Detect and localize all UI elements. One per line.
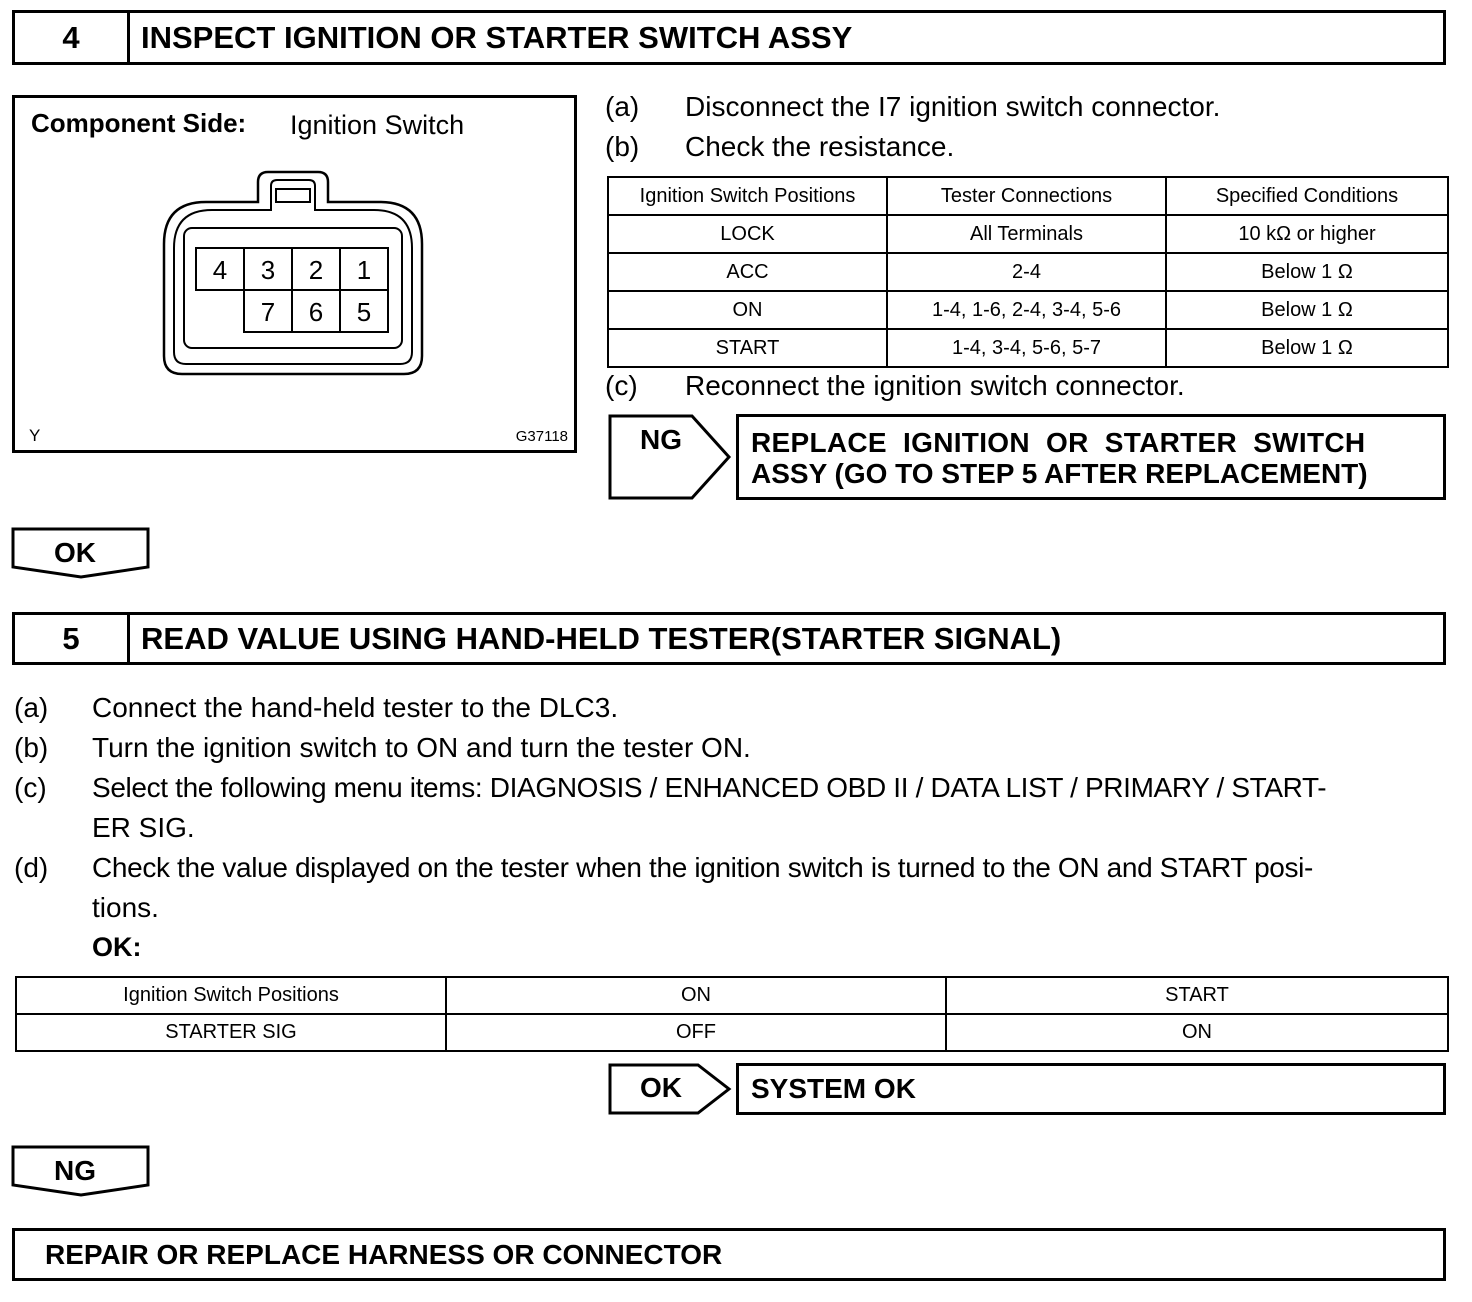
step5-instruction-c [14, 772, 1446, 846]
step4-instruction-a [605, 91, 1445, 125]
pin-label: 3 [260, 255, 276, 285]
table-cell: 2-4 [887, 253, 1166, 291]
step5-instruction-d [14, 852, 1446, 926]
instruction-text-continued: tions. [92, 892, 159, 923]
ng-result-line1: REPLACE IGNITION OR STARTER SWITCH [751, 427, 1366, 458]
table-cell: All Terminals [887, 215, 1166, 253]
table-cell: Below 1 Ω [1166, 329, 1448, 367]
instruction-label: (a) [14, 692, 49, 723]
table-row [608, 291, 1448, 329]
table-cell: Below 1 Ω [1166, 291, 1448, 329]
table-cell: Below 1 Ω [1166, 253, 1448, 291]
instruction-text: Turn the ignition switch to ON and turn the tester ON. [92, 732, 751, 763]
ng-arrow-label: NG [640, 424, 682, 455]
step4-instruction-c [605, 370, 1445, 404]
table-cell: STARTER SIG [16, 1014, 446, 1051]
connector-drawing [160, 168, 425, 378]
instruction-label: (a) [605, 91, 640, 122]
table-cell: ACC [608, 253, 887, 291]
instruction-text: Select the following menu items: DIAGNOSIS / ENHANCED OBD II / DATA LIST / PRIMARY / START- [92, 772, 1327, 803]
table-row [16, 1014, 1448, 1051]
step4-title: INSPECT IGNITION OR STARTER SWITCH ASSY [141, 19, 853, 55]
table-cell: ON [946, 1014, 1448, 1051]
table-header: ON [446, 977, 946, 1014]
component-side-label: Component Side: [31, 108, 247, 138]
pin-label: 5 [356, 297, 372, 327]
table-cell: LOCK [608, 215, 887, 253]
table-header: START [946, 977, 1448, 1014]
ng-result-line2: ASSY (GO TO STEP 5 AFTER REPLACEMENT) [751, 458, 1368, 489]
final-action-text: REPAIR OR REPLACE HARNESS OR CONNECTOR [45, 1239, 723, 1270]
step5-number: 5 [15, 615, 130, 662]
table-header: Specified Conditions [1166, 177, 1448, 215]
instruction-text-continued: ER SIG. [92, 812, 195, 843]
step5-instruction-a [14, 692, 1446, 726]
step5-header [12, 612, 1446, 665]
instruction-text: Check the resistance. [685, 131, 955, 162]
pin-label: 1 [356, 255, 372, 285]
table-cell: 1-4, 1-6, 2-4, 3-4, 5-6 [887, 291, 1166, 329]
table-row [608, 253, 1448, 291]
table-cell: ON [608, 291, 887, 329]
step5-title: READ VALUE USING HAND-HELD TESTER(STARTER SIGNAL) [141, 620, 1062, 656]
ok-heading: OK: [92, 932, 142, 962]
pin-label: 4 [212, 255, 228, 285]
step4-header [12, 10, 1446, 65]
instruction-label: (d) [14, 852, 49, 883]
instruction-text: Reconnect the ignition switch connector. [685, 370, 1185, 401]
instruction-label: (b) [14, 732, 49, 763]
table-cell: START [608, 329, 887, 367]
table-row [608, 215, 1448, 253]
instruction-text: Connect the hand-held tester to the DLC3. [92, 692, 619, 723]
pin-label: 6 [308, 297, 324, 327]
instruction-label: (c) [605, 370, 638, 401]
step5-instruction-b [14, 732, 1446, 766]
table-cell: 1-4, 3-4, 5-6, 5-7 [887, 329, 1166, 367]
table-header: Ignition Switch Positions [608, 177, 887, 215]
ng-flow-label: NG [54, 1155, 96, 1186]
ok-flow-label: OK [54, 537, 96, 568]
ok-arrow-label: OK [640, 1072, 682, 1103]
instruction-label: (b) [605, 131, 640, 162]
starter-signal-table [15, 976, 1449, 1052]
table-cell: 10 kΩ or higher [1166, 215, 1448, 253]
pin-label: 7 [260, 297, 276, 327]
ignition-switch-figure [12, 95, 577, 453]
final-action-box [12, 1228, 1446, 1281]
system-ok-box [736, 1063, 1446, 1115]
table-header-row [608, 177, 1448, 215]
table-cell: OFF [446, 1014, 946, 1051]
step4-instruction-b [605, 131, 1445, 165]
instruction-text: Check the value displayed on the tester when the ignition switch is turned to the ON and START posi- [92, 852, 1314, 883]
figure-id: G37118 [515, 428, 568, 445]
instruction-text: Disconnect the I7 ignition switch connector. [685, 91, 1221, 122]
system-ok-text: SYSTEM OK [751, 1073, 916, 1104]
table-header-row [16, 977, 1448, 1014]
pin-label: 2 [308, 255, 324, 285]
table-header: Ignition Switch Positions [16, 977, 446, 1014]
table-row [608, 329, 1448, 367]
figure-corner-label: Y [29, 426, 41, 445]
instruction-label: (c) [14, 772, 47, 803]
component-name: Ignition Switch [290, 110, 465, 140]
ng-result-box [736, 414, 1446, 500]
table-header: Tester Connections [887, 177, 1166, 215]
step4-number: 4 [15, 13, 130, 62]
resistance-table [607, 176, 1449, 368]
